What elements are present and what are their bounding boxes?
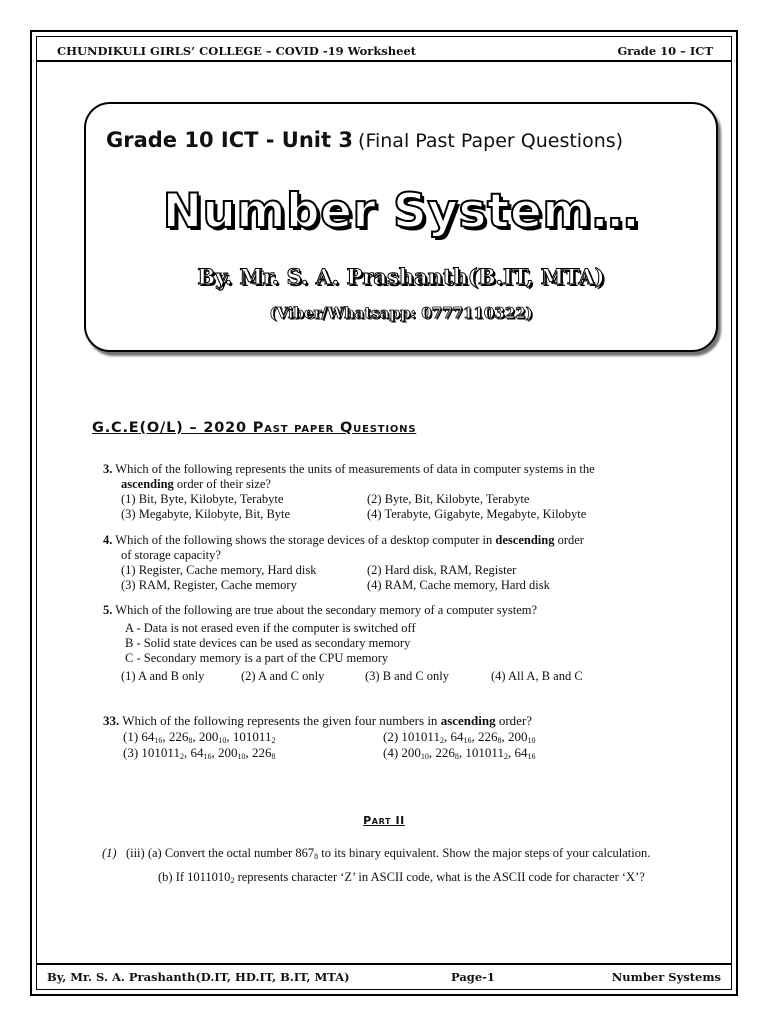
section-heading: G.C.E(O/L) – 2020 Past paper Questions: [92, 420, 417, 436]
part-ii-sublabel: (iii) (a): [125, 846, 162, 860]
stem-emphasis: ascending: [121, 477, 174, 491]
question-number: 5.: [103, 603, 113, 617]
option-1: (1) $64_{16}$, $226_8$, $200_{10}$, $101011_2$: [123, 729, 276, 745]
question-stem: Which of the following represents the units of measurements of data in computer systems in the: [115, 462, 595, 476]
contact-line: (Viber/Whatsapp: 0777110322): [269, 304, 533, 322]
option-2: (2) A and C only: [241, 669, 325, 683]
main-title: Number System…: [162, 184, 640, 239]
footer-page-number: Page-1: [451, 970, 495, 984]
question-number: 3.: [103, 462, 113, 476]
option-3: (3) B and C only: [365, 669, 450, 683]
title-line: [106, 128, 623, 152]
question-stem: Which of the following are true about the secondary memory of a computer system?: [115, 603, 538, 617]
question-number: 33.: [103, 713, 120, 728]
option-1: (1) Bit, Byte, Kilobyte, Terabyte: [121, 492, 284, 506]
option-3: (3) RAM, Register, Cache memory: [121, 578, 297, 592]
question-4: [103, 533, 693, 593]
page-footer: [37, 963, 731, 989]
question-stem-end: order?: [498, 713, 533, 728]
question-stem-cont: of storage capacity?: [121, 548, 221, 562]
question-33: [103, 713, 703, 761]
statement-b: B - Solid state devices can be used as secondary memory: [125, 636, 411, 650]
option-2: (2) $101011_2$, $64_{16}$, $226_8$, $200_{10}$: [383, 729, 536, 745]
question-stem-cont: order of their size?: [176, 477, 271, 491]
option-4: (4) All A, B and C: [491, 669, 583, 683]
question-3: [103, 462, 693, 522]
unit-title: Grade 10 ICT - Unit 3: [106, 128, 353, 152]
option-3: (3) Megabyte, Kilobyte, Bit, Byte: [121, 507, 291, 521]
part-ii-number: (1): [102, 846, 117, 860]
option-3: (3) $101011_2$, $64_{16}$, $200_{10}$, $226_8$: [123, 745, 276, 761]
statement-a: A - Data is not erased even if the computer is switched off: [125, 621, 416, 635]
option-4: (4) Terabyte, Gigabyte, Megabyte, Kilobyte: [367, 507, 587, 521]
question-stem: Which of the following shows the storage devices of a desktop computer in: [115, 533, 493, 547]
part-ii-heading: Part II: [363, 814, 405, 827]
question-number: 4.: [103, 533, 113, 547]
statement-c: C - Secondary memory is a part of the CPU memory: [125, 651, 389, 665]
part-ii-line-2: (b) If $1011010_2$ represents character ‘Z’ in ASCII code, what is the ASCII code for character ‘X’?: [158, 870, 645, 885]
option-4: (4) RAM, Cache memory, Hard disk: [367, 578, 550, 592]
question-stem: Which of the following represents the given four numbers in: [122, 713, 438, 728]
footer-topic: Number Systems: [611, 970, 721, 984]
unit-subtitle: (Final Past Paper Questions): [358, 130, 624, 152]
header-grade: Grade 10 – ICT: [617, 44, 713, 58]
stem-emphasis: descending: [495, 533, 555, 547]
question-stem-end: order: [557, 533, 584, 547]
option-1: (1) A and B only: [121, 669, 205, 683]
question-5: [103, 603, 693, 684]
title-box: [84, 102, 718, 352]
page-header: [37, 38, 731, 62]
footer-author: By, Mr. S. A. Prashanth(D.IT, HD.IT, B.IT, MTA): [47, 970, 350, 984]
header-school: CHUNDIKULI GIRLS’ COLLEGE – COVID -19 Worksheet: [57, 44, 417, 58]
option-2: (2) Byte, Bit, Kilobyte, Terabyte: [367, 492, 530, 506]
stem-emphasis: ascending: [440, 713, 496, 728]
option-1: (1) Register, Cache memory, Hard disk: [121, 563, 317, 577]
part-ii-line-1: (1) (iii) (a) Convert the octal number $867_8$ to its binary equivalent. Show the major steps of your calculation.: [102, 846, 651, 861]
author-line: By. Mr. S. A. Prashanth(B.IT, MTA): [197, 264, 605, 289]
option-2: (2) Hard disk, RAM, Register: [367, 563, 517, 577]
option-4: (4) $200_{10}$, $226_8$, $101011_2$, $64_{16}$: [383, 745, 536, 761]
